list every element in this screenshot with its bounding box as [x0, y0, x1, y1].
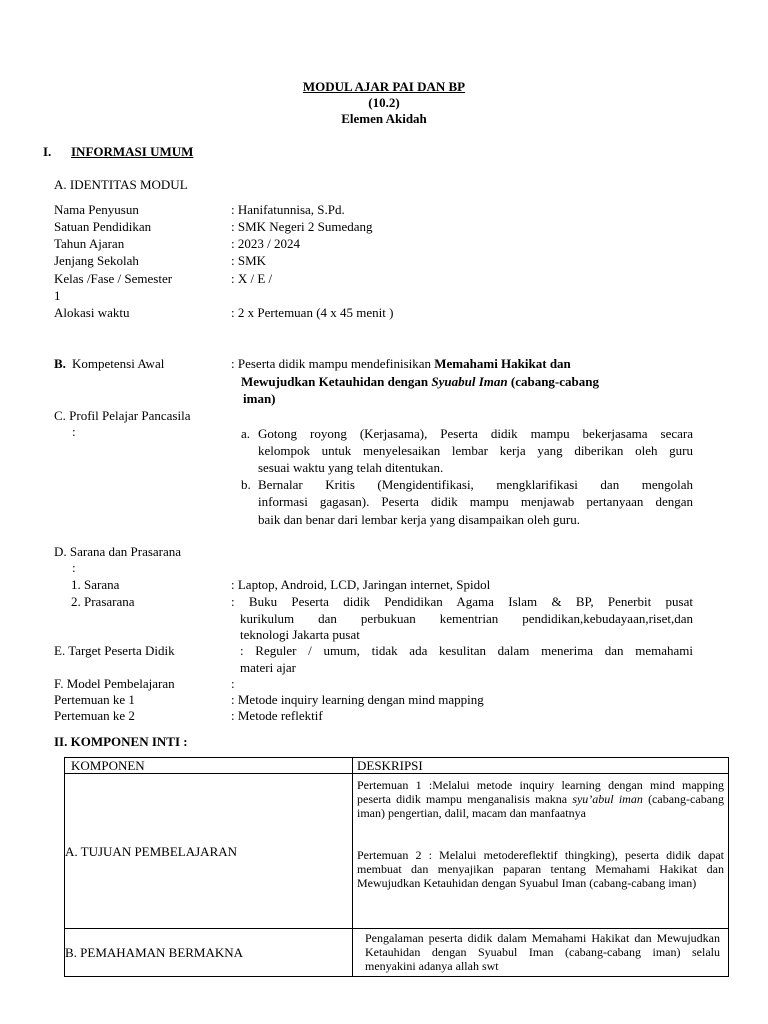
identity-label: 1: [54, 288, 61, 303]
model-row-label: Pertemuan ke 1: [54, 692, 135, 707]
tujuan-pertemuan-1: [357, 778, 724, 820]
model-row-value: : Metode inquiry learning dengan mind mapping: [231, 692, 484, 707]
model-label: F. Model Pembelajaran: [54, 676, 175, 691]
kompetensi-bold-1: Memahami Hakikat dan: [434, 356, 571, 371]
table-row: [65, 774, 729, 929]
profil-line: baik dan benar dari lembar kerja yang disampaikan oleh guru.: [258, 512, 580, 527]
section-number: I.: [43, 144, 52, 159]
table-header-cell: KOMPONEN: [65, 758, 353, 774]
profil-label: C. Profil Pelajar Pancasila: [54, 408, 191, 423]
kompetensi-line-2: [241, 373, 599, 390]
kompetensi-bold-3: (cabang-cabang: [507, 374, 599, 389]
identity-value: : SMK: [231, 253, 267, 268]
table-row-desc: Pengalaman peserta didik dalam Memahami Hakikat dan Mewujudkan Ketauhidan dengan Syuabul Iman (cabang-cabang iman) selalu menyakini adanya allah swt: [353, 929, 729, 977]
document-element: Elemen Akidah: [341, 111, 427, 126]
prasarana-item-label: 2. Prasarana: [71, 594, 135, 609]
table-header-row: [65, 758, 729, 774]
profil-line: kelompok untuk menyelesaikan lembar kerja yang diberikan oleh guru: [258, 443, 693, 458]
kompetensi-label: Kompetensi Awal: [72, 356, 165, 371]
identity-label: Satuan Pendidikan: [54, 219, 152, 234]
prasarana-item-line: : Buku Peserta didik Pendidikan Agama Islam & BP, Penerbit pusat: [231, 594, 693, 609]
identity-value: : SMK Negeri 2 Sumedang: [231, 219, 373, 234]
target-line: : Reguler / umum, tidak ada kesulitan dalam menerima dan memahami: [240, 643, 693, 658]
profil-marker: a.: [241, 426, 251, 441]
tujuan-p1-text: Pertemuan 1 :Melalui metode inquiry learning dengan mind mapping peserta didik mampu menganalisis makna: [357, 778, 724, 806]
table-header-cell: DESKRIPSI: [353, 758, 729, 774]
prasarana-item-line: teknologi Jakarta pusat: [240, 627, 360, 642]
komponen-table: [64, 757, 729, 977]
identity-value: : 2023 / 2024: [231, 236, 300, 251]
identity-label: Kelas /Fase / Semester: [54, 271, 173, 286]
kompetensi-italic: Syuabul Iman: [431, 374, 508, 389]
identity-label: Jenjang Sekolah: [54, 253, 139, 268]
model-colon: :: [231, 676, 235, 691]
section2-title: II. KOMPONEN INTI :: [54, 734, 188, 749]
sarana-colon: :: [72, 560, 76, 575]
tujuan-pertemuan-2: Pertemuan 2 : Melalui metodereflektif thingking), peserta didik dapat membuat dan menyajikan paparan tentang Memahami Hakikat dan Mewujudkan Ketauhidan dengan Syuabul Iman (cabang-cabang iman): [357, 848, 724, 890]
profil-line: informasi gagasan). Peserta didik mampu menjawab pertanyaan dengan: [258, 494, 693, 509]
section-title: INFORMASI UMUM: [71, 144, 194, 159]
profil-line: sesuai waktu yang telah ditentukan.: [258, 460, 444, 475]
prasarana-item-line: kurikulum dan perbukuan kementrian pendidikan,kebudayaan,riset,dan: [240, 611, 693, 626]
kompetensi-letter: B.: [54, 356, 66, 371]
document-title: MODUL AJAR PAI DAN BP: [302, 79, 466, 94]
identity-label: Alokasi waktu: [54, 305, 130, 320]
profil-line: Bernalar Kritis (Mengidentifikasi, mengklarifikasi dan mengolah: [258, 477, 693, 492]
table-row-label: B. PEMAHAMAN BERMAKNA: [65, 929, 353, 977]
sarana-label: D. Sarana dan Prasarana: [54, 544, 182, 559]
kompetensi-bold-2: Mewujudkan Ketauhidan dengan: [241, 374, 432, 389]
tujuan-p1-italic: syu’abul iman: [572, 792, 643, 806]
target-line: materi ajar: [240, 660, 296, 675]
sarana-item-label: 1. Sarana: [71, 577, 120, 592]
table-row: [65, 929, 729, 977]
identity-subtitle: A. IDENTITAS MODUL: [54, 177, 188, 192]
identity-label: Nama Penyusun: [54, 202, 139, 217]
sarana-item-line: : Laptop, Android, LCD, Jaringan internet, Spidol: [231, 577, 491, 592]
document-code: (10.2): [368, 95, 400, 110]
model-row-value: : Metode reflektif: [231, 708, 323, 723]
identity-value: : X / E /: [231, 271, 273, 286]
identity-value: : 2 x Pertemuan (4 x 45 menit ): [231, 305, 394, 320]
kompetensi-line-1: [231, 355, 571, 372]
profil-line: Gotong royong (Kerjasama), Peserta didik mampu bekerjasama secara: [258, 426, 693, 441]
target-label: E. Target Peserta Didik: [54, 643, 175, 658]
kompetensi-prefix: : Peserta didik mampu mendefinisikan: [231, 356, 435, 371]
profil-marker: b.: [241, 477, 251, 492]
identity-value: : Hanifatunnisa, S.Pd.: [231, 202, 345, 217]
tujuan-p1-rest: (cabang-cabang iman) pengertian, dalil, macam dan manfaatnya: [357, 792, 725, 820]
identity-label: Tahun Ajaran: [54, 236, 125, 251]
table-row-label: A. TUJUAN PEMBELAJARAN: [65, 774, 353, 929]
table-row-desc: [353, 774, 729, 929]
kompetensi-line-3: iman): [243, 391, 276, 406]
profil-colon: :: [72, 424, 76, 439]
model-row-label: Pertemuan ke 2: [54, 708, 135, 723]
